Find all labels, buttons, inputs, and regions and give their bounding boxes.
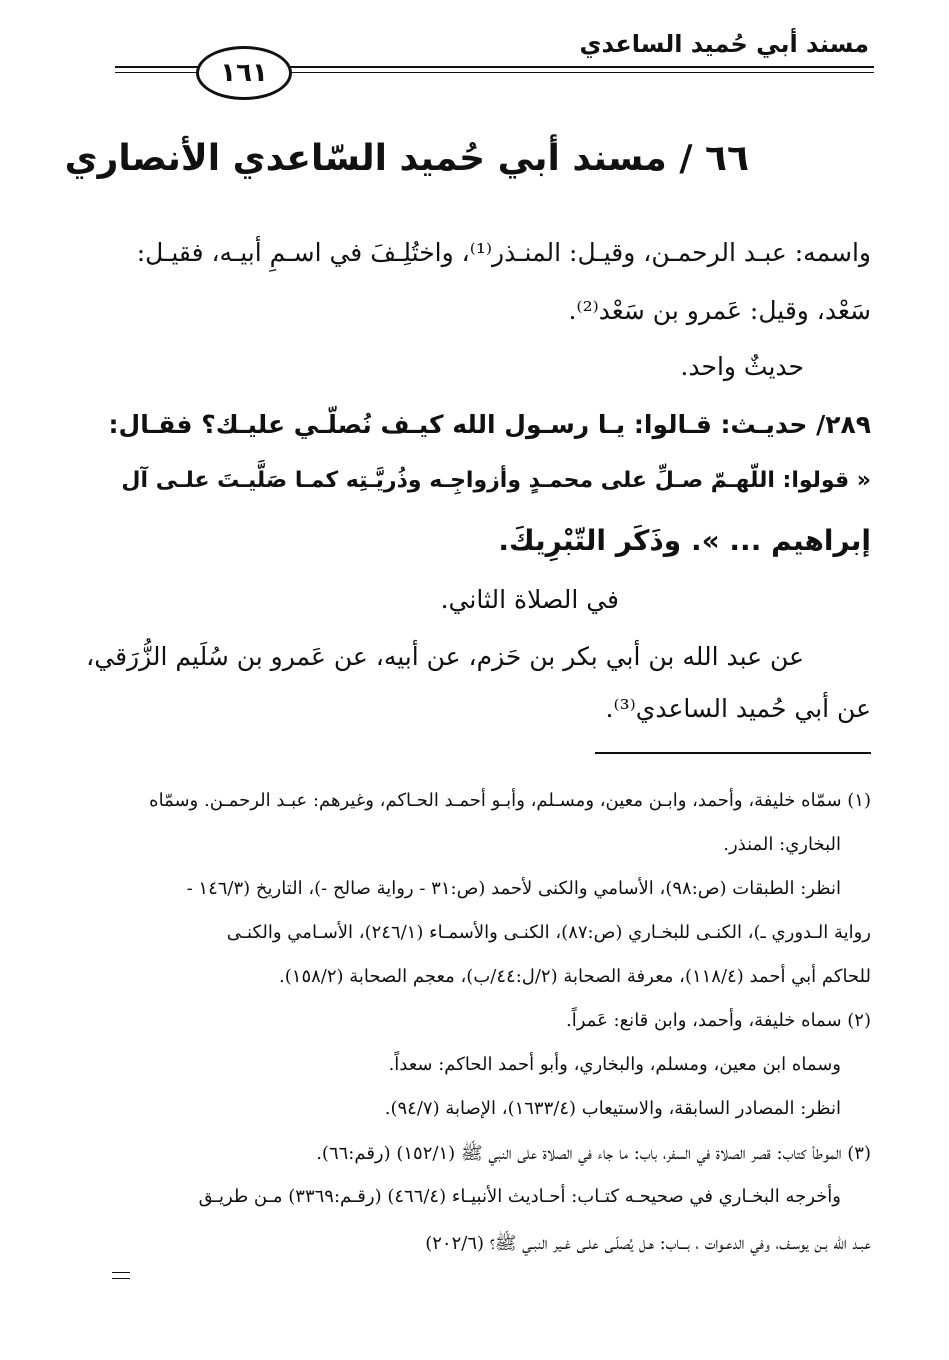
isnad-line: عن عبد الله بن أبي بكر بن حَزم، عن أبيه، عن عَمرو بن سُلَيم الزُّرَقي، (86, 642, 804, 671)
footnote-line: (٣) الموطأ كتاب: قصر الصلاة في السفر، باب: ما جاء في الصلاة على النبي ﷺ (١٥٢/١) (رقم:٦٦). (316, 1143, 871, 1164)
body-line: سَعْد، وقيل: عَمرو بن سَعْد⁽²⁾. (568, 296, 871, 325)
continuation-mark (112, 1272, 130, 1273)
footnote-line: للحاكم أبي أحمد (١١٨/٤)، معرفة الصحابة (٢/ل:٤٤/ب)، معجم الصحابة (١٥٨/٢). (279, 966, 871, 987)
hadith-line: إبراهيم ... ». وذَكَر التّبْرِيكَ. (498, 524, 871, 557)
body-line: واسمه: عبـد الرحمـن، وقيـل: المنـذر⁽¹⁾، واختُلِـفَ في اسـمِ أبيـه، فقيـل: (136, 238, 871, 267)
isnad-line: عن أبي حُميد الساعدي⁽³⁾. (605, 694, 871, 723)
footnote-line: وأخرجه البخـاري في صحيحـه كتـاب: أحـاديث الأنبيـاء (٤٦٦/٤) (رقـم:٣٣٦٩) مـن طريـق (198, 1186, 841, 1207)
body-line: حديثٌ واحد. (680, 352, 804, 381)
footnote-line: انظر: المصادر السابقة، والاستيعاب (١٦٣٣/٤)، الإصابة (٩٤/٧). (384, 1098, 841, 1119)
section-heading: في الصلاة الثاني. (440, 585, 619, 614)
footnote-line: عبـد الله بـن يوسـف، وفي الدعـوات ، بـــاب: هـل يُصلّـى علـى غـير النبـي ﷺ؟ (٢٠٢/٦) (425, 1233, 871, 1254)
footnote-line: رواية الـدوري ـ)، الكنـى للبخـاري (ص:٨٧)، الكنـى والأسمـاء (٢٤٦/١)، الأسـامي والكنـى (226, 922, 871, 943)
hadith-line: ٢٨٩/ حديـث: قـالوا: يـا رسـول الله كيـف نُصلّـي عليـك؟ فقـال: (108, 410, 871, 439)
continuation-mark (112, 1278, 130, 1279)
chapter-title: ٦٦ / مسند أبي حُميد السّاعدي الأنصاري (64, 138, 749, 179)
page-number: ١٦١ (196, 46, 292, 100)
hadith-line: « قولوا: اللّهـمّ صـلِّ على محمـدٍ وأزواجِـه وذُريَّـتِه كمـا صَلَّيـتَ علـى آل (121, 468, 871, 493)
footnote-line: وسماه ابن معين، ومسلم، والبخاري، وأبو أحمد الحاكم: سعداً. (388, 1054, 841, 1075)
footnote-line: البخاري: المنذر. (723, 834, 841, 855)
footnote-separator (595, 752, 871, 754)
running-header-title: مسند أبي حُميد الساعدي (579, 30, 869, 58)
footnote-line: انظر: الطبقات (ص:٩٨)، الأسامي والكنى لأحمد (ص:٣١ - رواية صالح -)، التاريخ (١٤٦/٣ - (186, 878, 841, 899)
footnote-line: (٢) سماه خليفة، وأحمد، وابن قانع: عَمراً. (566, 1010, 871, 1031)
footnote-line: (١) سمّاه خليفة، وأحمد، وابـن معين، ومسـلم، وأبـو أحمـد الحـاكم، وغيرهم: عبـد الرحمـن. وسمّاه (149, 790, 871, 811)
